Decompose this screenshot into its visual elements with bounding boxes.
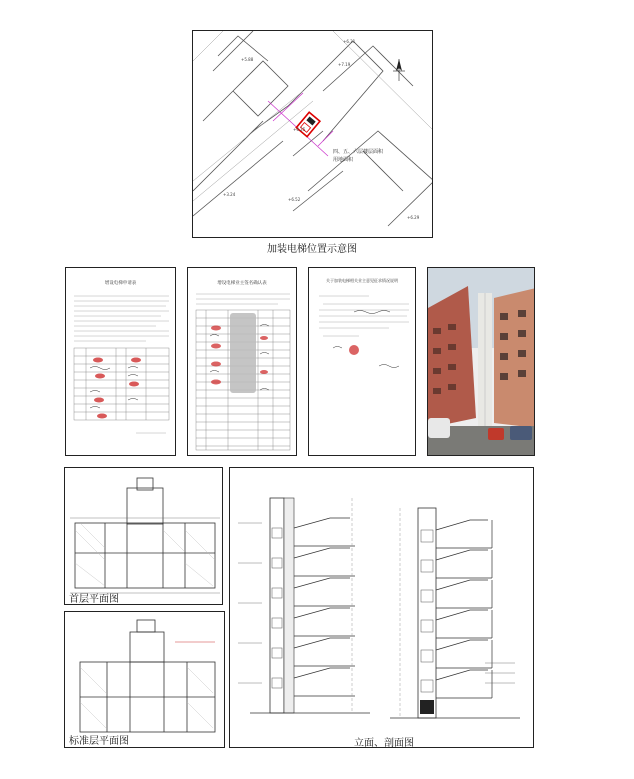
ground-floor-drawing bbox=[65, 468, 223, 605]
svg-text:+7.19: +7.19 bbox=[338, 62, 351, 67]
application-form-content bbox=[66, 268, 176, 456]
owner-list-title: 增设电梯业主签名确认表 bbox=[217, 281, 267, 286]
north-arrow-icon bbox=[393, 59, 405, 81]
elevation-section-drawing bbox=[230, 468, 534, 748]
elevation-section-caption: 立面、剖面图 bbox=[354, 738, 414, 748]
svg-text:+6.52: +6.52 bbox=[288, 197, 301, 202]
application-form-doc bbox=[65, 267, 176, 456]
opinion-letter-title: 关于加装电梯相关业主意见征求情况说明 bbox=[326, 278, 398, 283]
application-form-title: 增设电梯申请表 bbox=[104, 281, 137, 286]
site-plan-caption: 加装电梯位置示意图 bbox=[267, 244, 357, 255]
site-plan-panel bbox=[192, 30, 433, 238]
owner-list-content bbox=[188, 268, 297, 456]
site-photo bbox=[427, 267, 535, 456]
site-plan-label-1: 四、五、六层楼层面积 bbox=[333, 149, 384, 155]
ground-floor-plan bbox=[64, 467, 223, 605]
opinion-letter-doc bbox=[308, 267, 416, 456]
svg-text:+6.25: +6.25 bbox=[293, 127, 306, 132]
owner-list-doc bbox=[187, 267, 297, 456]
standard-floor-drawing bbox=[65, 612, 225, 748]
standard-floor-plan bbox=[64, 611, 225, 748]
svg-text:+6.29: +6.29 bbox=[407, 215, 420, 220]
standard-floor-caption: 标准层平面图 bbox=[69, 736, 129, 747]
svg-text:+5.88: +5.88 bbox=[241, 57, 254, 62]
ground-floor-caption: 首层平面图 bbox=[69, 594, 119, 605]
site-plan-drawing bbox=[193, 31, 433, 238]
site-plan-label-2: 用地面积 bbox=[333, 157, 354, 163]
elevation-section-panel bbox=[229, 467, 534, 748]
svg-text:+3.24: +3.24 bbox=[223, 192, 236, 197]
svg-text:+6.31: +6.31 bbox=[343, 39, 356, 44]
opinion-letter-content bbox=[309, 268, 416, 456]
